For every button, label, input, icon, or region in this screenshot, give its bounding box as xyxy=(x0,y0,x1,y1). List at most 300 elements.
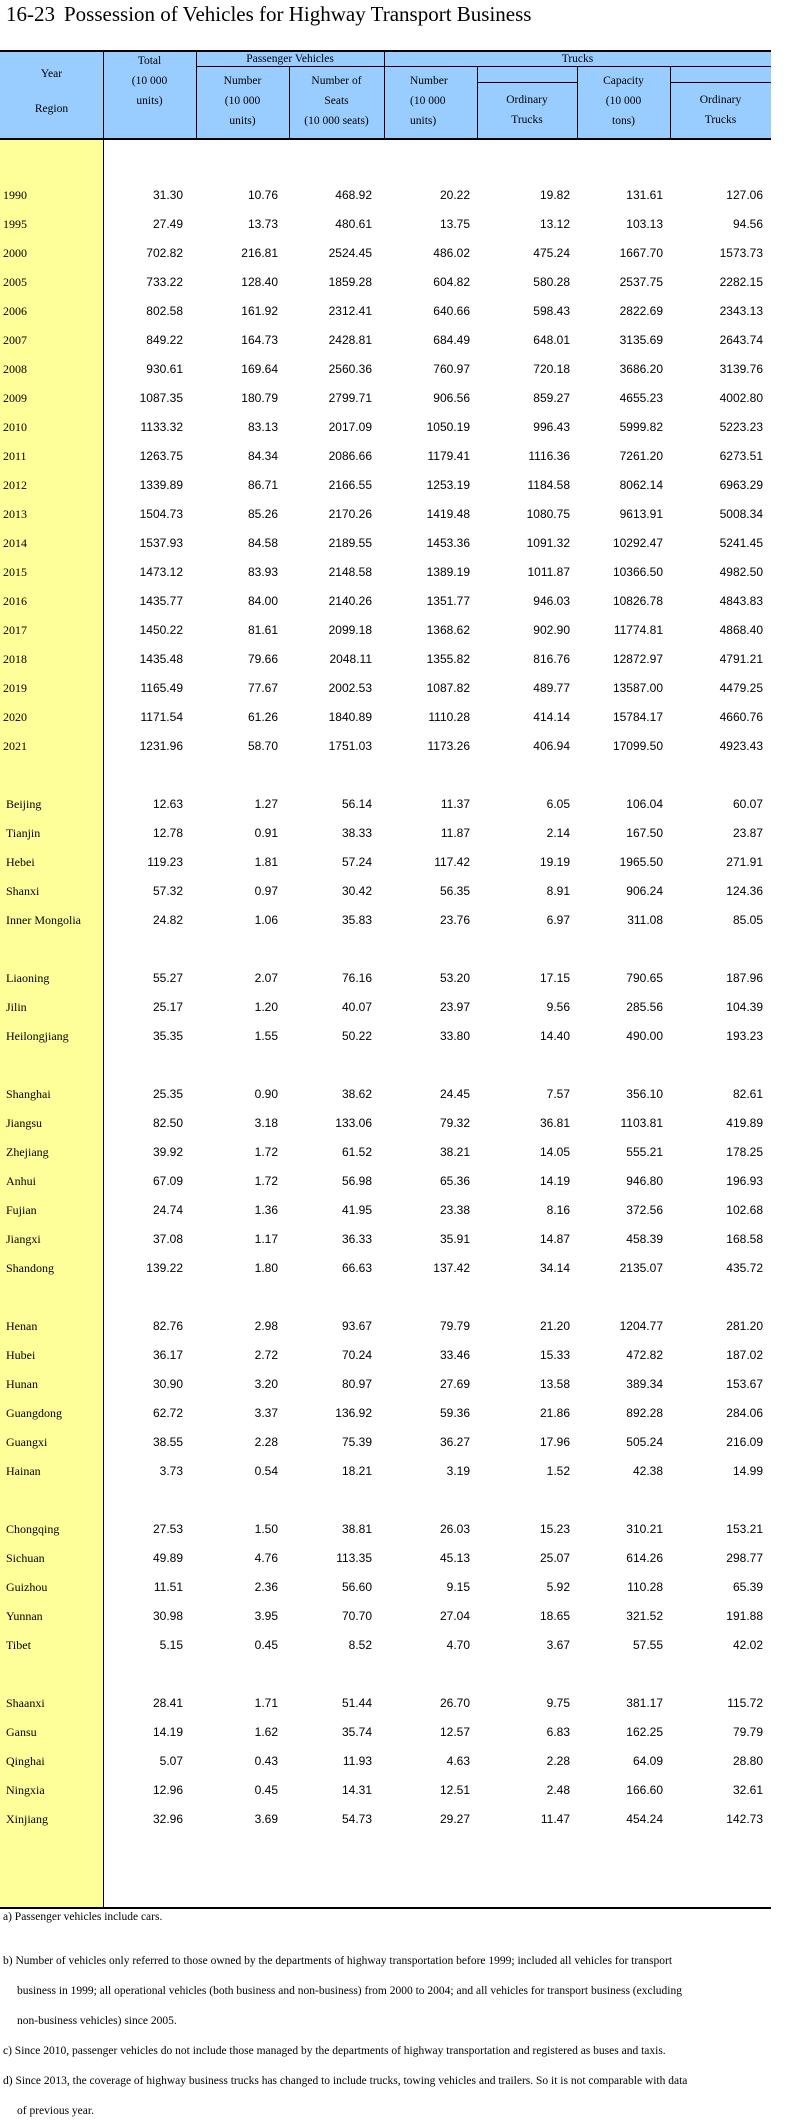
year-label: 1995 xyxy=(3,217,27,231)
cell-capacity: 321.52 xyxy=(626,1609,663,1623)
note-d-line2: of previous year. xyxy=(17,2105,94,2117)
table-row-region xyxy=(0,1168,771,1197)
table-row-region xyxy=(0,1429,771,1458)
cell-pv-number: 3.18 xyxy=(254,1116,278,1130)
cell-tr-number: 59.36 xyxy=(439,1406,470,1420)
cell-capacity: 389.34 xyxy=(626,1377,663,1391)
cell-cap-ordinary: 2282.15 xyxy=(719,275,763,289)
header-pv-number: Number (10 000 units) xyxy=(223,75,262,128)
footnotes xyxy=(3,1902,807,2126)
cell-pv-number: 2.98 xyxy=(254,1319,278,1333)
cell-cap-ordinary: 4791.21 xyxy=(719,652,763,666)
region-label: Jiangsu xyxy=(6,1116,42,1130)
cell-capacity: 106.04 xyxy=(626,797,663,811)
cell-tr-ordinary: 15.23 xyxy=(539,1522,570,1536)
region-label: Zhejiang xyxy=(6,1145,49,1159)
cell-pv-number: 164.73 xyxy=(241,333,278,347)
header-total: Total (10 000 units) xyxy=(131,55,168,108)
cell-capacity: 9613.91 xyxy=(619,507,663,521)
cell-cap-ordinary: 178.25 xyxy=(726,1145,763,1159)
cell-capacity: 103.13 xyxy=(626,217,663,231)
cell-pv-number: 2.28 xyxy=(254,1435,278,1449)
cell-cap-ordinary: 298.77 xyxy=(726,1551,763,1565)
cell-total: 38.55 xyxy=(152,1435,183,1449)
cell-capacity: 3686.20 xyxy=(619,362,663,376)
region-label: Hainan xyxy=(6,1464,41,1478)
cell-pv-seats: 50.22 xyxy=(341,1029,372,1043)
cell-pv-number: 128.40 xyxy=(241,275,278,289)
cell-pv-seats: 2002.53 xyxy=(328,681,372,695)
cell-cap-ordinary: 85.05 xyxy=(732,913,763,927)
cell-tr-number: 38.21 xyxy=(439,1145,470,1159)
cell-pv-number: 1.62 xyxy=(254,1725,278,1739)
year-label: 2014 xyxy=(3,536,27,550)
cell-tr-number: 11.37 xyxy=(440,797,470,811)
cell-tr-number: 23.76 xyxy=(439,913,470,927)
table-row-region xyxy=(0,1545,771,1574)
cell-pv-number: 1.27 xyxy=(254,797,278,811)
table-row-region xyxy=(0,1458,771,1487)
cell-cap-ordinary: 2343.13 xyxy=(719,304,763,318)
cell-total: 5.07 xyxy=(159,1754,183,1768)
cell-tr-ordinary: 816.76 xyxy=(533,652,570,666)
region-label: Shanxi xyxy=(6,884,40,898)
group-spacer xyxy=(0,1052,771,1081)
cell-tr-number: 1110.28 xyxy=(428,710,470,724)
cell-total: 31.30 xyxy=(152,188,183,202)
cell-cap-ordinary: 2643.74 xyxy=(719,333,763,347)
cell-tr-number: 1050.19 xyxy=(426,420,470,434)
cell-capacity: 162.25 xyxy=(626,1725,663,1739)
cell-cap-ordinary: 32.61 xyxy=(732,1783,763,1797)
cell-cap-ordinary: 419.89 xyxy=(726,1116,763,1130)
note-b-line2: business in 1999; all operational vehicles (both business and non-business) from 2000 to 2004; and all vehicles for transport business (excluding xyxy=(17,1985,682,1997)
cell-pv-number: 0.97 xyxy=(254,884,278,898)
cell-tr-ordinary: 406.94 xyxy=(533,739,570,753)
cell-pv-number: 77.67 xyxy=(247,681,278,695)
region-label: Heilongjiang xyxy=(6,1029,69,1043)
cell-capacity: 7261.20 xyxy=(619,449,663,463)
region-label: Tianjin xyxy=(6,826,41,840)
region-label: Inner Mongolia xyxy=(6,913,81,927)
year-label: 2021 xyxy=(3,739,27,753)
cell-pv-seats: 8.52 xyxy=(348,1638,372,1652)
region-label: Hebei xyxy=(6,855,35,869)
header-cap-ordinary: Ordinary Trucks xyxy=(699,94,742,127)
cell-capacity: 1204.77 xyxy=(619,1319,663,1333)
region-label: Chongqing xyxy=(6,1522,60,1536)
cell-tr-ordinary: 17.96 xyxy=(539,1435,570,1449)
cell-pv-number: 3.95 xyxy=(254,1609,278,1623)
table-row-region xyxy=(0,1690,771,1719)
region-label: Ningxia xyxy=(6,1783,45,1797)
cell-tr-number: 12.51 xyxy=(439,1783,470,1797)
cell-capacity: 1667.70 xyxy=(619,246,663,260)
cell-cap-ordinary: 153.21 xyxy=(726,1522,763,1536)
cell-capacity: 372.56 xyxy=(626,1203,663,1217)
cell-total: 82.76 xyxy=(152,1319,183,1333)
table-row-year xyxy=(0,182,771,211)
cell-tr-ordinary: 1080.75 xyxy=(526,507,570,521)
cell-pv-seats: 2170.26 xyxy=(328,507,372,521)
cell-total: 1537.93 xyxy=(139,536,183,550)
table-row-year xyxy=(0,269,771,298)
cell-cap-ordinary: 42.02 xyxy=(732,1638,763,1652)
table-row-region xyxy=(0,1023,771,1052)
cell-tr-ordinary: 414.14 xyxy=(533,710,570,724)
cell-tr-number: 4.63 xyxy=(446,1754,470,1768)
region-label: Liaoning xyxy=(6,971,50,985)
cell-capacity: 458.39 xyxy=(626,1232,663,1246)
cell-pv-number: 169.64 xyxy=(241,362,278,376)
table-row-region xyxy=(0,907,771,936)
cell-tr-number: 27.69 xyxy=(439,1377,470,1391)
region-label: Tibet xyxy=(6,1638,31,1652)
cell-tr-ordinary: 9.56 xyxy=(546,1000,570,1014)
cell-pv-number: 84.34 xyxy=(247,449,278,463)
cell-cap-ordinary: 271.91 xyxy=(726,855,763,869)
cell-pv-seats: 38.62 xyxy=(341,1087,372,1101)
cell-cap-ordinary: 124.36 xyxy=(726,884,763,898)
table-row-region xyxy=(0,965,771,994)
group-spacer xyxy=(0,762,771,791)
cell-total: 1087.35 xyxy=(139,391,183,405)
cell-tr-ordinary: 15.33 xyxy=(539,1348,570,1362)
cell-tr-number: 137.42 xyxy=(433,1261,470,1275)
cell-pv-seats: 56.14 xyxy=(341,797,372,811)
table-number: 16-23 xyxy=(6,2,55,26)
cell-capacity: 555.21 xyxy=(626,1145,663,1159)
cell-pv-number: 10.76 xyxy=(247,188,278,202)
cell-total: 14.19 xyxy=(152,1725,183,1739)
cell-tr-ordinary: 13.12 xyxy=(539,217,570,231)
table-row-region xyxy=(0,820,771,849)
year-label: 2011 xyxy=(3,449,27,463)
cell-cap-ordinary: 6273.51 xyxy=(719,449,763,463)
cell-total: 11.51 xyxy=(153,1580,183,1594)
cell-total: 35.35 xyxy=(152,1029,183,1043)
cell-total: 1435.77 xyxy=(139,594,183,608)
cell-capacity: 381.17 xyxy=(626,1696,663,1710)
cell-capacity: 946.80 xyxy=(626,1174,663,1188)
cell-total: 802.58 xyxy=(146,304,183,318)
table-row-region xyxy=(0,1632,771,1661)
cell-pv-number: 85.26 xyxy=(247,507,278,521)
region-label: Jilin xyxy=(6,1000,27,1014)
cell-capacity: 131.61 xyxy=(626,188,663,202)
cell-pv-seats: 70.70 xyxy=(341,1609,372,1623)
cell-total: 1231.96 xyxy=(139,739,183,753)
cell-tr-number: 906.56 xyxy=(433,391,470,405)
note-c: c) Since 2010, passenger vehicles do not include those managed by the departments of highway transportation and registered as buses and taxis. xyxy=(3,2045,666,2057)
cell-tr-number: 1173.26 xyxy=(427,739,470,753)
cell-capacity: 454.24 xyxy=(626,1812,663,1826)
year-label: 2015 xyxy=(3,565,27,579)
cell-pv-seats: 51.44 xyxy=(341,1696,372,1710)
cell-tr-number: 33.80 xyxy=(439,1029,470,1043)
region-label: Guangxi xyxy=(6,1435,48,1449)
year-label: 2010 xyxy=(3,420,27,434)
cell-pv-seats: 2099.18 xyxy=(328,623,372,637)
cell-pv-number: 2.72 xyxy=(254,1348,278,1362)
table-row-region xyxy=(0,1400,771,1429)
cell-tr-number: 760.97 xyxy=(433,362,470,376)
cell-pv-number: 58.70 xyxy=(247,739,278,753)
cell-tr-number: 26.03 xyxy=(439,1522,470,1536)
cell-tr-ordinary: 6.05 xyxy=(546,797,570,811)
cell-capacity: 356.10 xyxy=(626,1087,663,1101)
cell-capacity: 166.60 xyxy=(626,1783,663,1797)
cell-pv-seats: 2048.11 xyxy=(329,652,372,666)
cell-cap-ordinary: 4923.43 xyxy=(719,739,763,753)
cell-total: 139.22 xyxy=(146,1261,183,1275)
cell-tr-ordinary: 8.91 xyxy=(546,884,570,898)
table-row-region xyxy=(0,1516,771,1545)
cell-tr-number: 29.27 xyxy=(439,1812,470,1826)
cell-total: 30.98 xyxy=(152,1609,183,1623)
cell-pv-seats: 2189.55 xyxy=(328,536,372,550)
table-row-year xyxy=(0,327,771,356)
cell-total: 67.09 xyxy=(152,1174,183,1188)
table-row-year xyxy=(0,472,771,501)
cell-capacity: 167.50 xyxy=(626,826,663,840)
cell-pv-number: 0.91 xyxy=(254,826,278,840)
table-header xyxy=(0,50,771,140)
cell-tr-ordinary: 648.01 xyxy=(533,333,570,347)
cell-cap-ordinary: 4660.76 xyxy=(719,710,763,724)
cell-pv-number: 0.90 xyxy=(254,1087,278,1101)
cell-tr-ordinary: 6.83 xyxy=(546,1725,570,1739)
table-row-region xyxy=(0,1197,771,1226)
cell-tr-number: 13.75 xyxy=(439,217,470,231)
cell-tr-number: 35.91 xyxy=(439,1232,470,1246)
table-row-region xyxy=(0,1226,771,1255)
cell-tr-number: 1453.36 xyxy=(426,536,470,550)
cell-tr-ordinary: 2.28 xyxy=(546,1754,570,1768)
cell-pv-seats: 2140.26 xyxy=(328,594,372,608)
cell-tr-number: 1355.82 xyxy=(426,652,470,666)
cell-cap-ordinary: 82.61 xyxy=(732,1087,763,1101)
cell-tr-number: 20.22 xyxy=(439,188,470,202)
region-label: Guizhou xyxy=(6,1580,48,1594)
group-spacer xyxy=(0,1284,771,1313)
cell-cap-ordinary: 6963.29 xyxy=(719,478,763,492)
cell-pv-seats: 66.63 xyxy=(341,1261,372,1275)
cell-pv-number: 0.43 xyxy=(254,1754,278,1768)
cell-tr-ordinary: 1116.36 xyxy=(528,449,570,463)
cell-tr-number: 486.02 xyxy=(433,246,470,260)
cell-cap-ordinary: 94.56 xyxy=(732,217,763,231)
cell-pv-seats: 2166.55 xyxy=(328,478,372,492)
cell-tr-ordinary: 14.05 xyxy=(539,1145,570,1159)
cell-cap-ordinary: 60.07 xyxy=(732,797,763,811)
cell-tr-number: 79.32 xyxy=(439,1116,470,1130)
cell-cap-ordinary: 5241.45 xyxy=(719,536,763,550)
cell-tr-number: 27.04 xyxy=(439,1609,470,1623)
cell-pv-number: 1.50 xyxy=(254,1522,278,1536)
table-row-region xyxy=(0,1110,771,1139)
table-row-year xyxy=(0,588,771,617)
cell-pv-seats: 136.92 xyxy=(335,1406,372,1420)
cell-capacity: 10826.78 xyxy=(612,594,663,608)
cell-pv-seats: 2524.45 xyxy=(328,246,372,260)
cell-pv-number: 1.71 xyxy=(254,1696,278,1710)
cell-tr-ordinary: 6.97 xyxy=(546,913,570,927)
cell-tr-number: 1179.41 xyxy=(427,449,470,463)
cell-pv-number: 2.36 xyxy=(254,1580,278,1594)
cell-cap-ordinary: 1573.73 xyxy=(719,246,763,260)
cell-total: 25.17 xyxy=(152,1000,183,1014)
region-label: Yunnan xyxy=(6,1609,43,1623)
cell-tr-ordinary: 580.28 xyxy=(533,275,570,289)
region-label: Xinjiang xyxy=(6,1812,48,1826)
cell-tr-ordinary: 3.67 xyxy=(546,1638,570,1652)
cell-total: 32.96 xyxy=(152,1812,183,1826)
year-label: 2008 xyxy=(3,362,27,376)
cell-total: 1263.75 xyxy=(139,449,183,463)
region-label: Shandong xyxy=(6,1261,54,1275)
year-label: 2017 xyxy=(3,623,27,637)
cell-capacity: 892.28 xyxy=(626,1406,663,1420)
cell-capacity: 906.24 xyxy=(626,884,663,898)
cell-tr-number: 23.97 xyxy=(439,1000,470,1014)
table-row-region xyxy=(0,1081,771,1110)
cell-total: 733.22 xyxy=(146,275,183,289)
cell-tr-number: 79.79 xyxy=(439,1319,470,1333)
cell-pv-number: 83.13 xyxy=(247,420,278,434)
cell-tr-ordinary: 2.14 xyxy=(546,826,570,840)
cell-tr-ordinary: 902.90 xyxy=(533,623,570,637)
cell-capacity: 17099.50 xyxy=(612,739,663,753)
cell-capacity: 2135.07 xyxy=(619,1261,663,1275)
cell-cap-ordinary: 5008.34 xyxy=(719,507,763,521)
header-region: Region xyxy=(34,103,69,115)
cell-total: 36.17 xyxy=(152,1348,183,1362)
cell-pv-seats: 468.92 xyxy=(335,188,372,202)
table-row-region xyxy=(0,791,771,820)
table-row-region xyxy=(0,1719,771,1748)
cell-pv-number: 84.58 xyxy=(247,536,278,550)
cell-cap-ordinary: 28.80 xyxy=(732,1754,763,1768)
cell-pv-seats: 2799.71 xyxy=(328,391,372,405)
cell-cap-ordinary: 187.96 xyxy=(726,971,763,985)
cell-pv-seats: 57.24 xyxy=(341,855,372,869)
cell-pv-number: 216.81 xyxy=(241,246,278,260)
cell-total: 28.41 xyxy=(152,1696,183,1710)
cell-pv-number: 86.71 xyxy=(247,478,278,492)
cell-cap-ordinary: 142.73 xyxy=(726,1812,763,1826)
cell-total: 5.15 xyxy=(159,1638,183,1652)
page-title xyxy=(6,2,531,27)
cell-tr-number: 640.66 xyxy=(433,304,470,318)
table-row-region xyxy=(0,1342,771,1371)
cell-pv-seats: 41.95 xyxy=(341,1203,372,1217)
cell-capacity: 10366.50 xyxy=(612,565,663,579)
year-label: 2016 xyxy=(3,594,27,608)
cell-total: 1171.54 xyxy=(140,710,183,724)
cell-pv-seats: 35.83 xyxy=(341,913,372,927)
cell-tr-number: 33.46 xyxy=(439,1348,470,1362)
cell-capacity: 3135.69 xyxy=(619,333,663,347)
cell-cap-ordinary: 435.72 xyxy=(726,1261,763,1275)
cell-pv-seats: 2428.81 xyxy=(328,333,372,347)
cell-pv-seats: 2312.41 xyxy=(328,304,372,318)
cell-pv-seats: 80.97 xyxy=(341,1377,372,1391)
cell-cap-ordinary: 65.39 xyxy=(732,1580,763,1594)
group-spacer xyxy=(0,1661,771,1690)
table-row-year xyxy=(0,414,771,443)
cell-pv-seats: 56.98 xyxy=(341,1174,372,1188)
year-label: 2020 xyxy=(3,710,27,724)
region-label: Henan xyxy=(6,1319,38,1333)
table-row-region xyxy=(0,1748,771,1777)
cell-cap-ordinary: 168.58 xyxy=(726,1232,763,1246)
cell-tr-ordinary: 1184.58 xyxy=(527,478,570,492)
cell-pv-number: 1.81 xyxy=(254,855,278,869)
cell-pv-number: 1.06 xyxy=(254,913,278,927)
cell-tr-number: 604.82 xyxy=(433,275,470,289)
cell-capacity: 310.21 xyxy=(626,1522,663,1536)
region-label: Fujian xyxy=(6,1203,37,1217)
table-row-year xyxy=(0,704,771,733)
cell-total: 25.35 xyxy=(152,1087,183,1101)
table-row-year xyxy=(0,675,771,704)
cell-pv-seats: 30.42 xyxy=(341,884,372,898)
cell-tr-ordinary: 859.27 xyxy=(533,391,570,405)
table-row-year xyxy=(0,617,771,646)
cell-capacity: 614.26 xyxy=(626,1551,663,1565)
cell-pv-seats: 36.33 xyxy=(341,1232,372,1246)
cell-total: 930.61 xyxy=(146,362,183,376)
cell-pv-seats: 61.52 xyxy=(341,1145,372,1159)
table-row-year xyxy=(0,298,771,327)
cell-tr-ordinary: 475.24 xyxy=(533,246,570,260)
table-row-region xyxy=(0,1371,771,1400)
cell-total: 82.50 xyxy=(152,1116,183,1130)
cell-pv-seats: 2560.36 xyxy=(328,362,372,376)
group-spacer xyxy=(0,1487,771,1516)
header-tr-number: Number (10 000 units) xyxy=(410,75,448,128)
table-row-year xyxy=(0,646,771,675)
cell-pv-number: 83.93 xyxy=(247,565,278,579)
cell-capacity: 505.24 xyxy=(626,1435,663,1449)
region-label: Hubei xyxy=(6,1348,36,1362)
cell-tr-ordinary: 7.57 xyxy=(546,1087,570,1101)
year-label: 2005 xyxy=(3,275,27,289)
cell-pv-seats: 75.39 xyxy=(341,1435,372,1449)
cell-total: 30.90 xyxy=(152,1377,183,1391)
table-row-region xyxy=(0,849,771,878)
cell-tr-number: 9.15 xyxy=(446,1580,470,1594)
year-label: 2009 xyxy=(3,391,27,405)
cell-total: 27.49 xyxy=(152,217,183,231)
cell-pv-seats: 2148.58 xyxy=(328,565,372,579)
cell-pv-seats: 38.33 xyxy=(341,826,372,840)
region-label: Gansu xyxy=(6,1725,37,1739)
cell-capacity: 1965.50 xyxy=(619,855,663,869)
cell-capacity: 12872.97 xyxy=(612,652,663,666)
cell-capacity: 13587.00 xyxy=(612,681,663,695)
cell-tr-number: 12.57 xyxy=(439,1725,470,1739)
table-title: Possession of Vehicles for Highway Transport Business xyxy=(64,2,532,26)
cell-capacity: 2822.69 xyxy=(619,304,663,318)
cell-pv-number: 3.69 xyxy=(254,1812,278,1826)
cell-pv-number: 1.72 xyxy=(254,1174,278,1188)
cell-total: 849.22 xyxy=(146,333,183,347)
cell-total: 119.23 xyxy=(147,855,183,869)
table-row-year xyxy=(0,356,771,385)
cell-pv-number: 180.79 xyxy=(241,391,278,405)
